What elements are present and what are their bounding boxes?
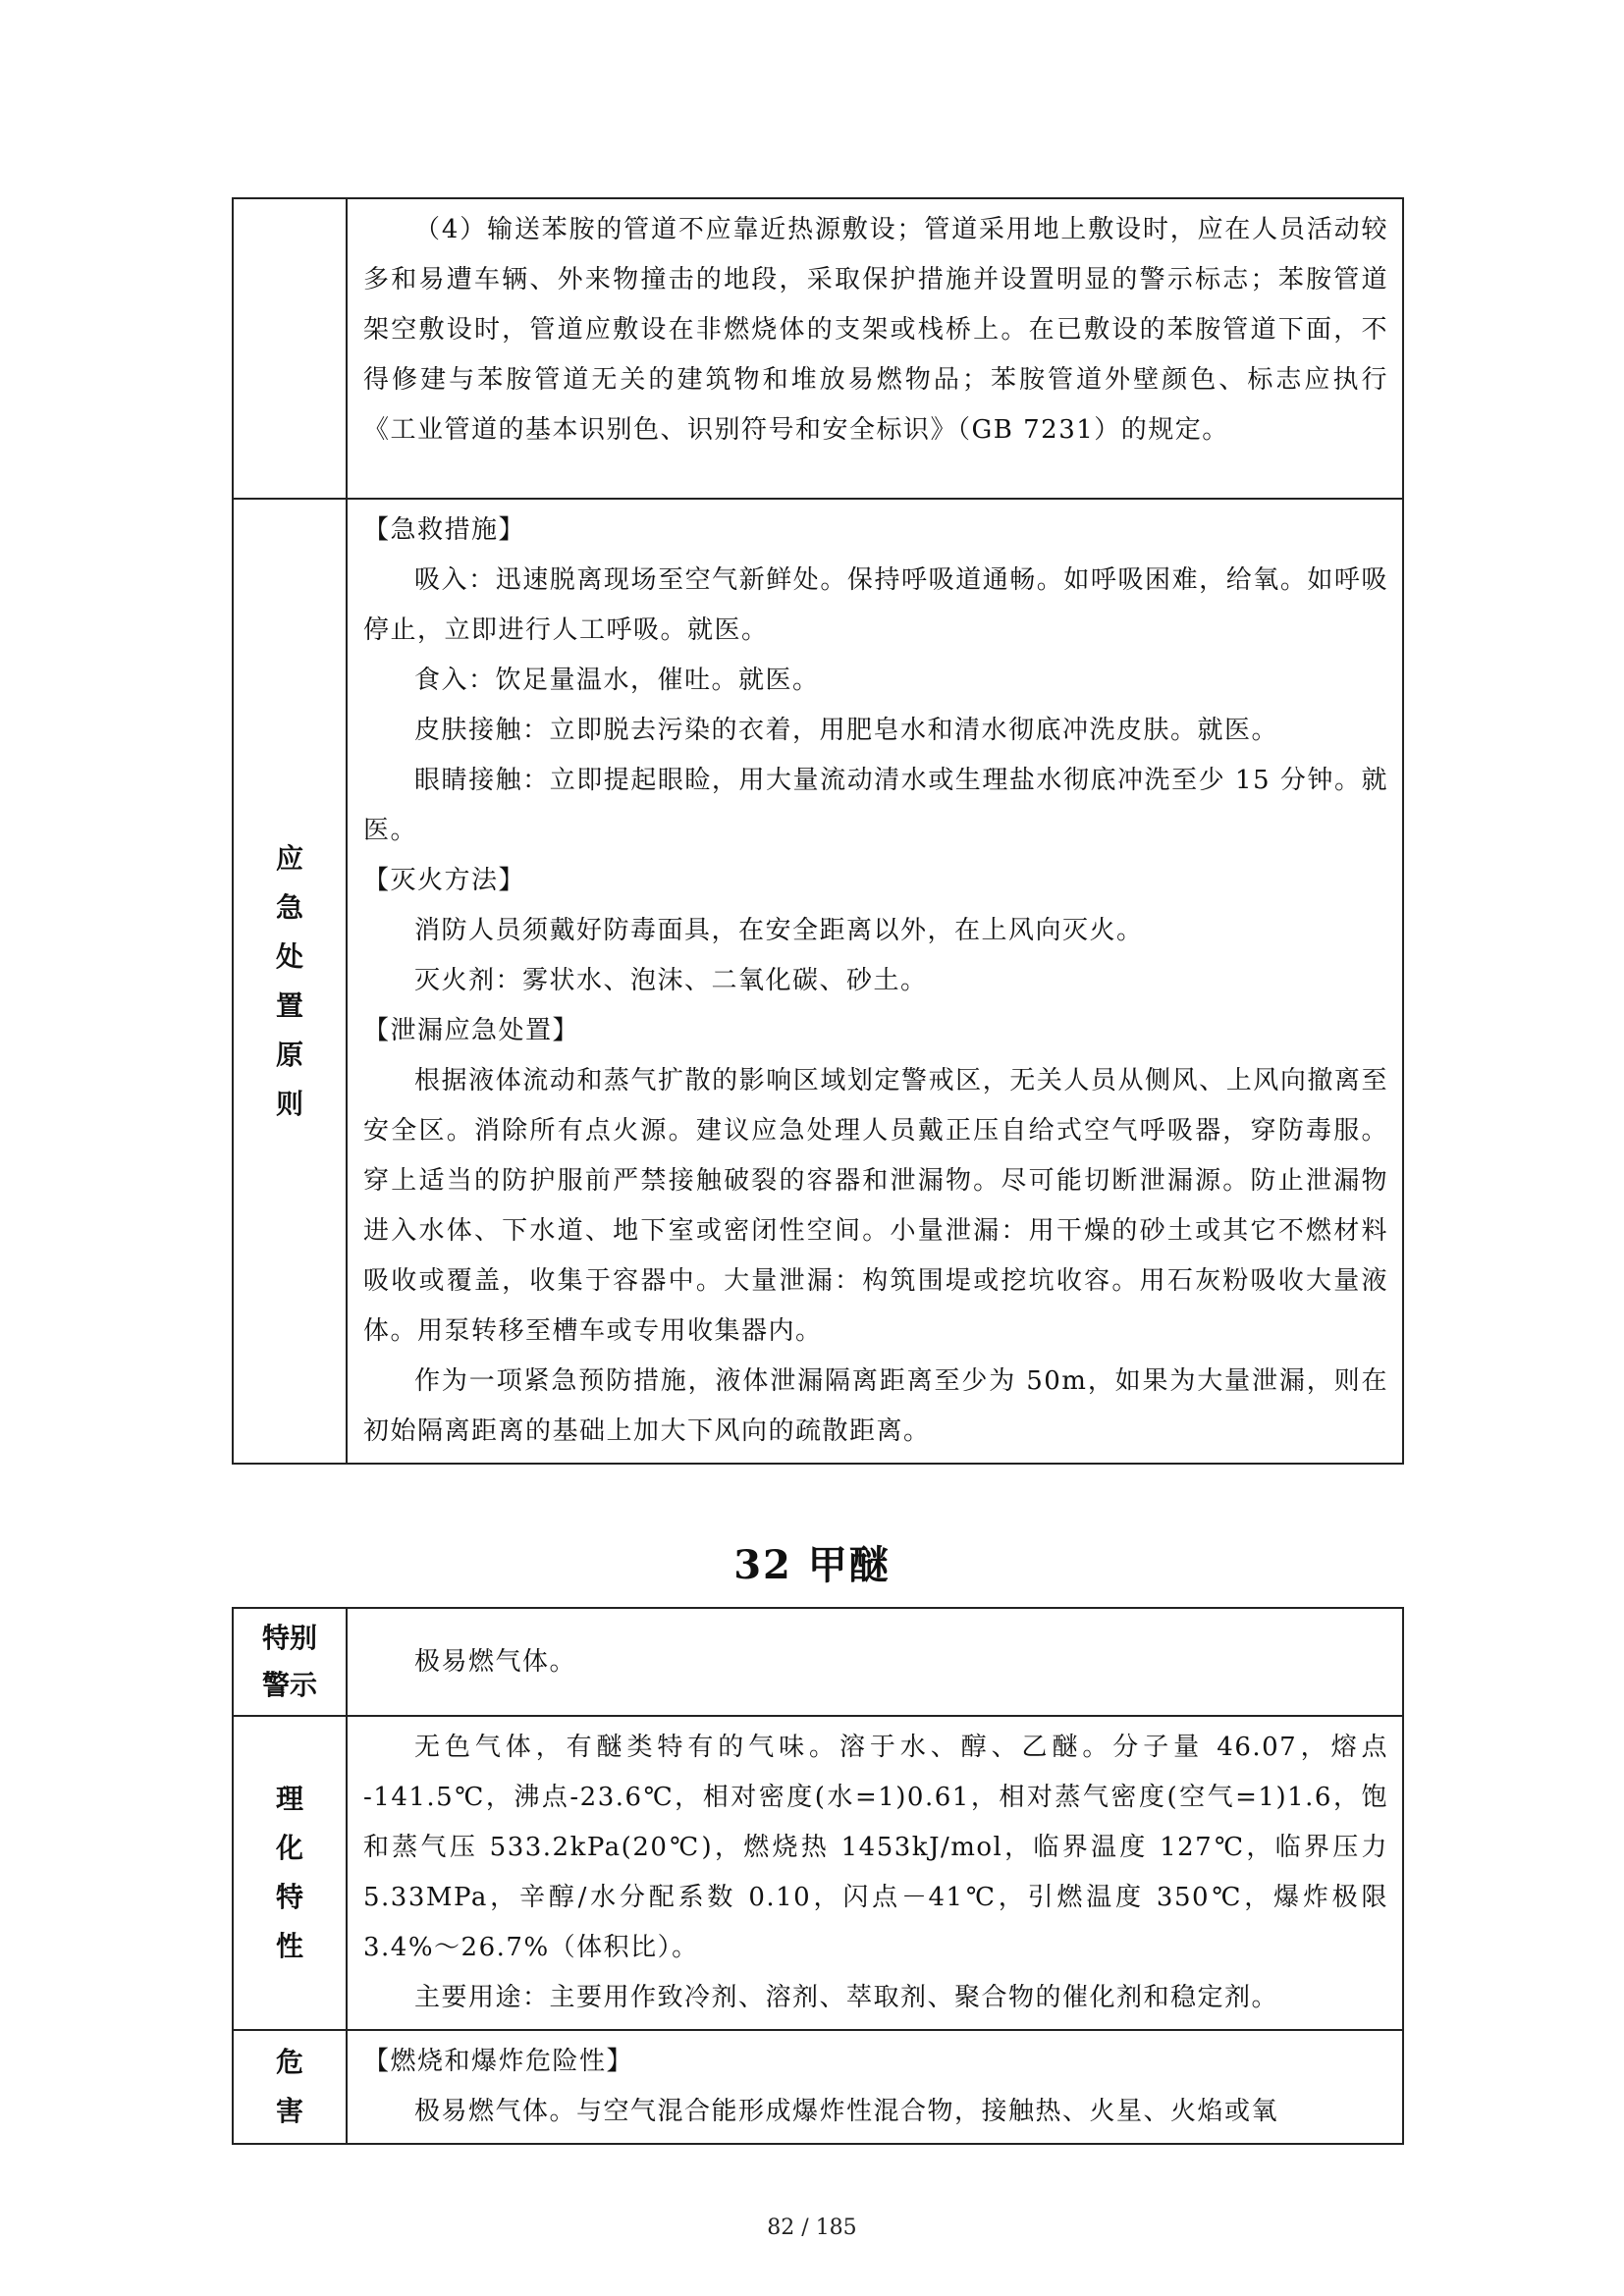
label-line: 特别 xyxy=(261,1622,317,1654)
label-char: 特 xyxy=(275,1881,303,1913)
label-char: 处 xyxy=(275,939,303,973)
aniline-table-continuation xyxy=(232,197,1404,1465)
first-aid-skin: 皮肤接触：立即脱去污染的衣着，用肥皂水和清水彻底冲洗皮肤。就医。 xyxy=(414,716,1279,745)
table-row xyxy=(233,1608,1403,1716)
first-aid-ingestion: 食入：饮足量温水，催吐。就医。 xyxy=(414,666,820,695)
row-label-emergency-principles xyxy=(233,499,347,1464)
fire-fighting-method: 消防人员须戴好防毒面具，在安全距离以外，在上风向灭火。 xyxy=(414,916,1144,945)
row-label-hazards xyxy=(233,2030,347,2144)
label-char: 置 xyxy=(275,988,303,1022)
leak-response-heading: 【泄漏应急处置】 xyxy=(363,1016,580,1045)
physicochemical-cell xyxy=(347,1716,1403,2030)
table-row xyxy=(233,2030,1403,2144)
dimethyl-ether-table xyxy=(232,1607,1404,2145)
first-aid-inhalation: 吸入：迅速脱离现场至空气新鲜处。保持呼吸道通畅。如呼吸困难，给氧。如呼吸停止，立即进行人工呼吸。就医。 xyxy=(363,565,1388,645)
label-char: 性 xyxy=(275,1930,303,1962)
label-char: 应 xyxy=(275,841,303,875)
label-char: 原 xyxy=(275,1038,303,1071)
table-row xyxy=(233,1716,1403,2030)
row-label-special-warning xyxy=(233,1608,347,1716)
label-char: 害 xyxy=(275,2095,303,2127)
special-warning-text: 极易燃气体。 xyxy=(414,1646,577,1677)
pipeline-requirement-cell xyxy=(347,198,1403,499)
hazards-cell xyxy=(347,2030,1403,2144)
label-char: 理 xyxy=(275,1783,303,1815)
fire-extinguishing-agents: 灭火剂：雾状水、泡沫、二氧化碳、砂土。 xyxy=(414,966,928,995)
label-char: 急 xyxy=(275,890,303,924)
label-char: 化 xyxy=(275,1832,303,1864)
fire-fighting-heading: 【灭火方法】 xyxy=(363,866,526,895)
first-aid-heading: 【急救措施】 xyxy=(363,515,526,545)
physicochemical-properties: 无色气体，有醚类特有的气味。溶于水、醇、乙醚。分子量 46.07，熔点 -141.5℃，沸点-23.6℃，相对密度(水=1)0.61，相对蒸气密度(空气=1)1.6，饱和蒸气压 533.2kPa(20℃)，燃烧热 1453kJ/mol，临界温度 127℃，临界压力 5.33MPa，辛醇/水分配系数 0.10，闪点－41℃，引燃温度 350℃，爆炸极限 3.4%～26.7%（体积比）。 xyxy=(363,1733,1388,1962)
table-row xyxy=(233,499,1403,1464)
label-line: 警示 xyxy=(261,1669,317,1701)
table-row xyxy=(233,198,1403,499)
label-char: 危 xyxy=(275,2046,303,2078)
special-warning-cell xyxy=(347,1608,1403,1716)
pipeline-requirement-text: （4）输送苯胺的管道不应靠近热源敷设；管道采用地上敷设时，应在人员活动较多和易遭车辆、外来物撞击的地段，采取保护措施并设置明显的警示标志；苯胺管道架空敷设时，管道应敷设在非燃烧体的支架或栈桥上。在已敷设的苯胺管道下面，不得修建与苯胺管道无关的建筑物和堆放易燃物品；苯胺管道外壁颜色、标志应执行《工业管道的基本识别色、识别符号和安全标识》（GB 7231）的规定。 xyxy=(363,215,1388,445)
label-char: 则 xyxy=(275,1087,303,1120)
combustion-hazard-heading: 【燃烧和爆炸危险性】 xyxy=(363,2047,634,2076)
combustion-hazard-text: 极易燃气体。与空气混合能形成爆炸性混合物，接触热、火星、火焰或氧 xyxy=(414,2097,1279,2126)
leak-response-procedure: 根据液体流动和蒸气扩散的影响区域划定警戒区，无关人员从侧风、上风向撤离至安全区。消除所有点火源。建议应急处理人员戴正压自给式空气呼吸器，穿防毒服。穿上适当的防护服前严禁接触破裂的容器和泄漏物。尽可能切断泄漏源。防止泄漏物进入水体、下水道、地下室或密闭性空间。小量泄漏：用干燥的砂土或其它不燃材料吸收或覆盖，收集于容器中。大量泄漏：构筑围堤或挖坑收容。用石灰粉吸收大量液体。用泵转移至槽车或专用收集器内。 xyxy=(363,1066,1388,1346)
leak-isolation-distance: 作为一项紧急预防措施，液体泄漏隔离距离至少为 50m，如果为大量泄漏，则在初始隔离距离的基础上加大下风向的疏散距离。 xyxy=(363,1366,1388,1446)
emergency-principles-cell xyxy=(347,499,1403,1464)
row-label-physicochemical xyxy=(233,1716,347,2030)
first-aid-eyes: 眼睛接触：立即提起眼睑，用大量流动清水或生理盐水彻底冲洗至少 15 分钟。就医。 xyxy=(363,766,1388,845)
main-uses: 主要用途：主要用作致冷剂、溶剂、萃取剂、聚合物的催化剂和稳定剂。 xyxy=(414,1983,1279,2012)
row-label-empty xyxy=(233,198,347,499)
section-title: 32 甲醚 xyxy=(733,1542,891,1588)
page-number: 82 / 185 xyxy=(767,2216,857,2240)
